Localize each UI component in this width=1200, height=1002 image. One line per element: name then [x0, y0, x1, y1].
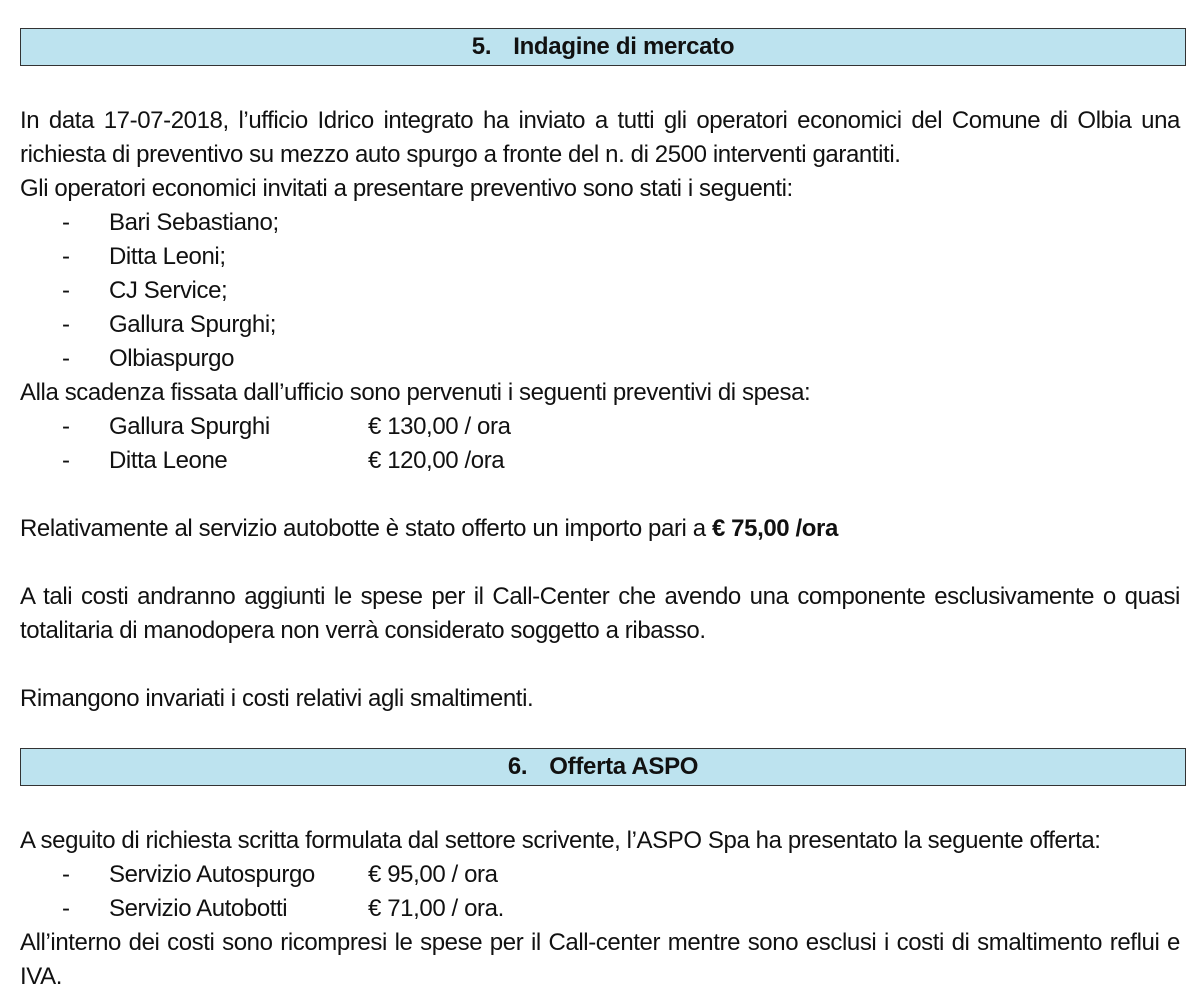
offer-price: € 95,00 / ora: [368, 861, 498, 888]
callcenter-paragraph: A tali costi andranno aggiunti le spese per il Call-Center che avendo una componente esclusivamente o quasi totalitaria di manodopera non verrà considerato soggetto a ribasso.: [20, 583, 1180, 644]
bullet-marker: -: [62, 209, 70, 236]
bullet-marker: -: [62, 413, 70, 440]
invited-item: CJ Service;: [109, 277, 228, 304]
section-6-note: All’interno dei costi sono ricompresi le spese per il Call-center mentre sono esclusi i costi di smaltimento reflui e IVA.: [20, 929, 1180, 990]
autobotte-paragraph: [20, 512, 838, 546]
section-6-header: [20, 748, 1186, 786]
invited-item: Gallura Spurghi;: [109, 311, 277, 338]
bullet-marker: -: [62, 447, 70, 474]
section-6-intro: A seguito di richiesta scritta formulata dal settore scrivente, l’ASPO Spa ha presentato la seguente offerta:: [20, 827, 1101, 854]
quote-name: Gallura Spurghi: [109, 413, 270, 440]
bullet-marker: -: [62, 895, 70, 922]
section-5-title: Indagine di mercato: [513, 33, 735, 60]
invited-item: Olbiaspurgo: [109, 345, 235, 372]
invited-item: Bari Sebastiano;: [109, 209, 279, 236]
invited-item: Ditta Leoni;: [109, 243, 226, 270]
invited-label: Gli operatori economici invitati a presentare preventivo sono stati i seguenti:: [20, 175, 793, 202]
smaltimenti-paragraph: Rimangono invariati i costi relativi agli smaltimenti.: [20, 685, 534, 712]
quote-price: € 130,00 / ora: [368, 413, 511, 440]
bullet-marker: -: [62, 861, 70, 888]
bullet-marker: -: [62, 345, 70, 372]
autobotte-text: Relativamente al servizio autobotte è stato offerto un importo pari a: [20, 515, 712, 542]
offer-name: Servizio Autospurgo: [109, 861, 315, 888]
autobotte-price: € 75,00 /ora: [711, 515, 838, 542]
section-5-number: 5.: [471, 33, 492, 60]
section-6-number: 6.: [507, 753, 528, 780]
offer-price: € 71,00 / ora.: [368, 895, 504, 922]
quotes-label: Alla scadenza fissata dall’ufficio sono pervenuti i seguenti preventivi di spesa:: [20, 379, 811, 406]
bullet-marker: -: [62, 311, 70, 338]
bullet-marker: -: [62, 243, 70, 270]
quote-price: € 120,00 /ora: [368, 447, 505, 474]
section-5-intro: In data 17-07-2018, l’ufficio Idrico integrato ha inviato a tutti gli operatori economici del Comune di Olbia una richiesta di preventivo su mezzo auto spurgo a fronte del n. di 2500 interventi garantiti.: [20, 107, 1180, 168]
quote-name: Ditta Leone: [109, 447, 228, 474]
section-6-title: Offerta ASPO: [549, 753, 699, 780]
offer-name: Servizio Autobotti: [109, 895, 288, 922]
section-5-header: [20, 28, 1186, 66]
bullet-marker: -: [62, 277, 70, 304]
